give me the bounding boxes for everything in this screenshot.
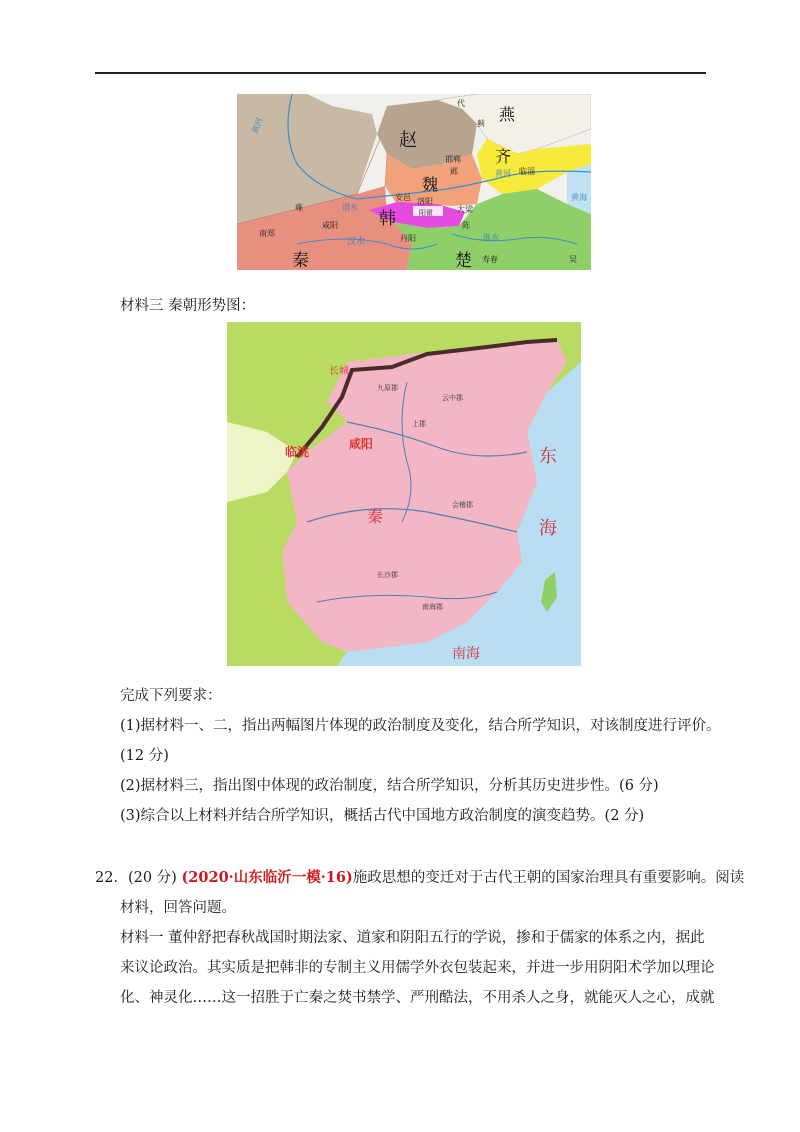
place-yangdi: 阳翟 bbox=[419, 209, 433, 217]
q22-intro: 施政思想的变迁对于古代王朝的国家治理具有重要影响。阅读 bbox=[352, 870, 745, 886]
place-chen: 陈 bbox=[462, 221, 470, 230]
river-huanghe-east: 黄河 bbox=[495, 169, 511, 178]
place-p5: 会稽郡 bbox=[452, 501, 473, 509]
place-ye: 邺 bbox=[450, 167, 458, 176]
place-anyi: 安邑 bbox=[395, 193, 411, 202]
label-qin: 秦 bbox=[367, 507, 384, 526]
q22-line-3: 材料一 董仲舒把春秋战国时期法家、道家和阴阳五行的学说，掺和于儒家的体系之内，据此 bbox=[120, 930, 705, 946]
place-shouchun: 寿春 bbox=[482, 255, 498, 264]
river-huaishui: 淮水 bbox=[483, 233, 499, 242]
state-qin: 秦 bbox=[292, 251, 309, 270]
state-chu: 楚 bbox=[455, 251, 472, 270]
place-linzi: 临淄 bbox=[519, 167, 535, 176]
place-p3: 上郡 bbox=[412, 420, 426, 428]
state-wei: 魏 bbox=[422, 175, 439, 194]
label-dong: 东 bbox=[539, 446, 557, 467]
place-nanzheng: 南郑 bbox=[259, 229, 275, 238]
place-p6: 南海郡 bbox=[422, 603, 443, 611]
q22-line-4: 来议论政治。其实质是把韩非的专制主义用儒学外衣包装起来，并进一步用阴阳术学加以理论 bbox=[120, 960, 715, 976]
river-weishui: 渭水 bbox=[342, 203, 358, 212]
place-yong: 雍 bbox=[295, 203, 303, 212]
label-great-wall: 长城 bbox=[329, 366, 349, 377]
place-dai: 代 bbox=[457, 99, 465, 108]
place-luoyang: 洛阳 bbox=[417, 197, 433, 206]
state-zhao: 赵 bbox=[399, 130, 417, 151]
q22-line-5: 化、神灵化……这一招胜于亡秦之焚书禁学、严刑酷法，不用杀人之身，就能灭人之心，成就 bbox=[120, 990, 715, 1006]
qin-dynasty-map bbox=[227, 322, 581, 666]
place-ji: 蓟 bbox=[477, 119, 485, 128]
material3-label: 材料三 秦朝形势图： bbox=[120, 298, 256, 314]
label-nanhai: 南海 bbox=[452, 646, 480, 662]
question-3: (3)综合以上材料并结合所学知识，概括古代中国地方政治制度的演变趋势。(2 分) bbox=[120, 808, 645, 824]
place-p4: 长沙郡 bbox=[377, 571, 398, 579]
q22-line-1 bbox=[95, 868, 744, 888]
warring-states-map bbox=[237, 94, 591, 270]
question-2: (2)据材料三，指出图中体现的政治制度，结合所学知识，分析其历史进步性。(6 分) bbox=[120, 778, 659, 794]
river-hanshui: 汉水 bbox=[347, 237, 366, 247]
river-huanghe-west: 黄河 bbox=[250, 116, 265, 135]
header-rule bbox=[95, 72, 706, 74]
tasks-intro: 完成下列要求： bbox=[120, 688, 222, 704]
place-xianyang: 咸阳 bbox=[322, 221, 338, 230]
q22-number: 22．(20 分) bbox=[95, 870, 177, 886]
place-p2: 云中郡 bbox=[442, 394, 463, 402]
state-qi: 齐 bbox=[495, 147, 512, 166]
q22-line-2: 材料，回答问题。 bbox=[120, 900, 236, 916]
place-p1: 九原郡 bbox=[377, 384, 398, 392]
state-yan: 燕 bbox=[499, 105, 516, 124]
q22-source: (2020·山东临沂一模·16) bbox=[181, 869, 353, 886]
question-1-score: (12 分) bbox=[120, 748, 169, 764]
state-han: 韩 bbox=[379, 209, 396, 229]
label-xianyang: 咸阳 bbox=[349, 437, 374, 451]
label-lintao: 临洮 bbox=[285, 445, 310, 459]
sea-huanghai: 黄海 bbox=[571, 193, 587, 202]
place-danyang: 丹阳 bbox=[400, 234, 416, 243]
place-handan: 邯郸 bbox=[445, 155, 461, 164]
question-1: (1)据材料一、二，指出两幅图片体现的政治制度及变化，结合所学知识，对该制度进行评价。 bbox=[120, 718, 721, 734]
label-hai: 海 bbox=[539, 518, 557, 539]
place-wu: 吴 bbox=[569, 255, 577, 264]
place-daliang: 大梁 bbox=[457, 205, 473, 214]
